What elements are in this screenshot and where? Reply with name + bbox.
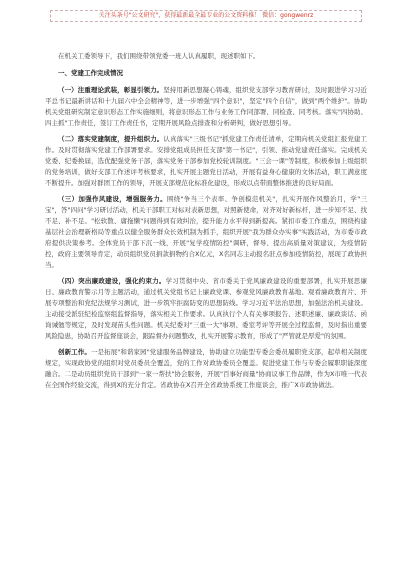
promo-banner-text: 关注头条号"公文研究"，获得最新最全最专业的公文资料推！ 微信：gongwenrz: [98, 12, 314, 19]
paragraph-body: 认真落实"三级书记"抓党建工作责任清单，定期向机关党组汇报党建工作。及时贯彻落实党建工作部署要求。安排党组成员担任支部"第一书记"，引领、推动党建责任落实。完成机关党委、纪委换届，选优配强党务干部，落实党务干部参加党校轮训制度。"三会一课"等制度，积极参加上级组织的党务培训，做好支部工作述评考核要求，扎实开展主题党日活动，开展有益身心健康的文体活动，职工满意度不断提升。加强对群团工作的领导，开展支部规范化标准化建设，形成以点带面整体推进的良好局面。: [45, 135, 368, 187]
intro-paragraph: 在机关工委领导下，我们围绕带领党委一班人认真履职，现述职如下。: [58, 52, 260, 60]
paragraph-lead: 创新工作。: [58, 348, 91, 356]
paragraph-body: 围绕"争当三个表率、争创模范机关"，扎实开展作风整治月，学"三宝"，答"四问"学习研讨活动，机关干部职工对标对表新思想，对照新使命，对齐对好新标杆，进一步知不足、找不足、补不足。"松软散、庸拖懒"问题得到有效纠治，提升能力水平得到新提高。紧扣市委工作重点，围绕构建基层社会治理新格局等重点以健全服务群众长效机制为抓手，组织开展"我为群众办实事"实践活动，为市委市政府提供决策参考。全体党员干部下沉一线，开展"复学疫情防控"调研，督导、提出高质量对策建议，为疫情防控，政府主要领导肯定，动员组织党员捐款捐物约合X亿元，X名同志主动报名驻点参加疫情防控，展现了政协担当。: [45, 195, 367, 269]
paragraph-body: 坚持用新思想凝心铸魂，组织党支部学习教育研讨，及时跟进学习习近平总书记最新讲话和十九届六中全会精神等，进一步增强"四个意识"，坚定"四个自信"，做到"两个维护"。协助机关党组研究制定意识形态工作实施细则，将意识形态工作与业务工作同部署、同检查、同考核。落实"四协助、四主抓"工作责任，签订工作责任书，定期开展风险点排查和分析研判，做好思想引导。: [45, 86, 368, 127]
paragraph-integrity: [45, 276, 367, 342]
paragraph-system: [45, 134, 367, 189]
paragraph-theory: [45, 85, 367, 129]
paragraph-innovation: [45, 347, 367, 391]
section-heading: 一、党建工作完成情况: [58, 69, 123, 77]
paragraph-lead: （四）突出廉政建设，强化约束力。: [58, 277, 166, 285]
paragraph-lead: （一）注重理论武装，彰显引领力。: [58, 86, 164, 94]
paragraph-lead: （三）加强作风建设，增强服务力。: [58, 195, 167, 203]
document-body: [45, 51, 367, 396]
paragraph-body: 一是拓展"和谐家园"党建服务品牌建设，协助建立功能型专委会委员履职党支部，起草相关制度规定，实现政协党的组织对党员委员全覆盖，党的工作对政协委员全覆盖。促进党建工作与专委会履职职能深度融合。二是动员组织党员干部到"一家一帮扶"协会服务，开展"百事好商量"协商议事工作品牌，作为X市唯一代表在全国作经验交流，得到X的充分肯定。省政协在X召开全省政协系统工作座谈会，推广X市政协做法。: [45, 348, 368, 389]
paragraph-body: 学习贯彻中央、省市委关于党风廉政建设的重要部署，扎实开展思廉日、廉政教育警示月等主题活动，通过机关党组书记上廉政党课、参观党风廉政教育基地、观看廉政教育片、开展专项整治和党纪法规学习测试，进一步筑牢拒腐防变的思想防线。学习习近平法治思想，加强法治机关建设。主动接受派驻纪检监察组监督指导，落实相关工作要求。认真执行个人有关事项报告、述职述廉、廉政谈话、函询诫勉等规定，及时发现苗头性问题。机关纪委对"三重一大"事项、委室考评等开展全过程监督，及时指出重要风险隐患，协助召开监督座谈会，跟踪督办问题整改，扎实开展警示教育，形成了"严管就是厚爱"的氛围。: [45, 277, 368, 340]
paragraph-lead: （二）落实党建制度，提升组织力。: [58, 135, 164, 143]
paragraph-style: [45, 194, 367, 271]
promo-banner[interactable]: [50, 10, 362, 22]
